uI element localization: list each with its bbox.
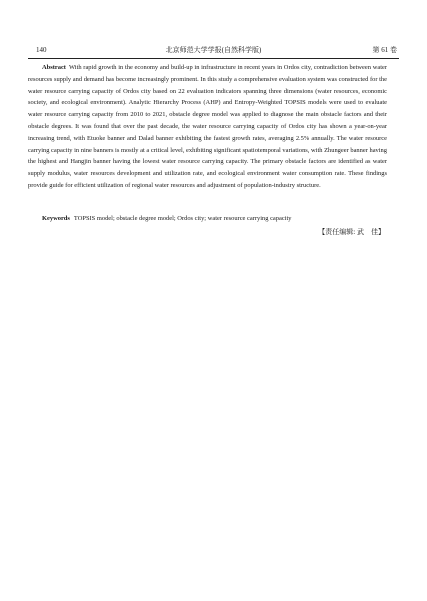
abstract-label: Abstract	[42, 64, 66, 71]
running-header	[28, 44, 399, 56]
keywords-label: Keywords	[42, 215, 70, 222]
keywords-paragraph	[28, 213, 387, 225]
responsible-editor: 【责任编辑: 武 佳】	[318, 228, 385, 236]
header-divider	[28, 58, 399, 59]
volume-number: 第 61 卷	[372, 46, 397, 54]
keywords-text: TOPSIS model; obstacle degree model; Ordos city; water resource carrying capacity	[73, 215, 292, 222]
page-number: 140	[36, 46, 47, 54]
abstract-text: With rapid growth in the economy and build-up in infrastructure in recent years in Ordos city, contradiction between water resources supply and demand has become increasingly prominent. In this study a comprehensive evaluation system was constructed for the water resource carrying capacity of Ordos city based on 22 evaluation indicators spanning three dimensions (water resources, economic society, and ecological environment). Analytic Hierarchy Process (AHP) and Entropy-Weighted TOPSIS models were used to evaluate water resource carrying capacity from 2010 to 2021, obstacle degree model was applied to diagnose the main obstacle factors and their obstacle degrees. It was found that over the past decade, the water resource carrying capacity of Ordos city has shown a year-on-year increasing trend, with Etuoke banner and Dalad banner exhibiting the fastest growth rates, averaging 2.5% annually. The water resource carrying capacity in nine banners is mostly at a critical level, exhibiting significant spatiotemporal variations, with Zhungeer banner having the highest and Hangjin banner having the lowest water resource carrying capacity. The primary obstacle factors are identified as water supply modulus, water resources development and utilization rate, and ecological environment water consumption rate. These findings provide guide for efficient utilization of regional water resources and adjustment of population-industry structure.	[28, 64, 387, 189]
journal-title: 北京师范大学学报(自然科学版)	[165, 46, 262, 54]
abstract-paragraph	[28, 62, 387, 192]
